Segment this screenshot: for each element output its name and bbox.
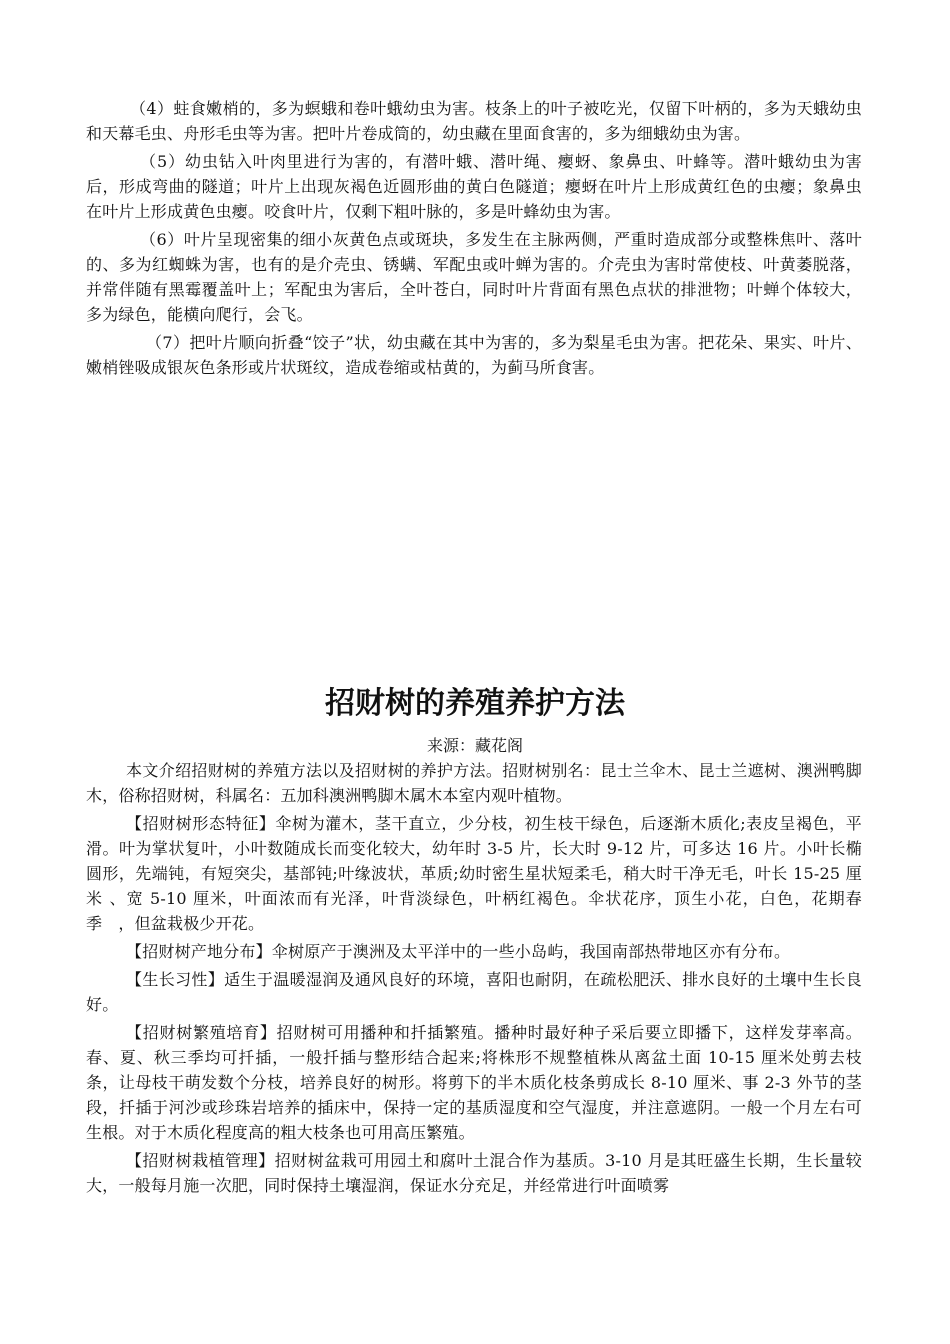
paragraph-habit: 【生长习性】适生于温暖湿润及通风良好的环境，喜阳也耐阴，在疏松肥沃、排水良好的土壤中生长良好。 <box>86 970 862 1014</box>
paragraph-distribution: 【招财树产地分布】伞树原产于澳洲及太平洋中的一些小岛屿，我国南部热带地区亦有分布。 <box>126 942 791 961</box>
paragraph-pest-6: （6）叶片呈现密集的细小灰黄色点或斑块，多发生在主脉两侧，严重时造成部分或整株焦叶、落叶的、多为红蜘蛛为害，也有的是介壳虫、锈螨、军配虫或叶蝉为害的。介壳虫为害时常使枝、叶黄萎脱落，并常伴随有黑霉覆盖叶上；军配虫为害后，全叶苍白，同时叶片背面有黑色点状的排泄物；叶蝉个体较大，多为绿色，能横向爬行，会飞。 <box>86 230 862 324</box>
previous-section <box>86 96 862 380</box>
paragraph-pest-4: （4）蛀食嫩梢的，多为螟蛾和卷叶蛾幼虫为害。枝条上的叶子被吃光，仅留下叶柄的，多为天蛾幼虫和天幕毛虫、舟形毛虫等为害。把叶片卷成筒的，幼虫藏在里面食害的，多为细蛾幼虫为害。 <box>86 99 862 143</box>
paragraph-morphology: 【招财树形态特征】伞树为灌木，茎干直立，少分枝，初生枝干绿色，后逐渐木质化;表皮呈褐色，平滑。叶为掌状复叶，小叶数随成长而变化较大，幼年时 3-5 片，长大时 9-12 片，可多达 16 片。小叶长椭圆形，先端钝，有短突尖，基部钝;叶缘波状，革质;幼时密生星状短柔毛，稍大时干净无毛，叶长 15-25 厘米 、宽 5-10 厘米，叶面浓而有光泽，叶背淡绿色，叶柄红褐色。伞状花序，顶生小花，白色，花期春季 ，但盆栽极少开花。 <box>86 814 862 933</box>
paragraph-intro: 本文介绍招财树的养殖方法以及招财树的养护方法。招财树别名：昆士兰伞木、昆士兰遮树、澳洲鸭脚木，俗称招财树，科属名：五加科澳洲鸭脚木属木本室内观叶植物。 <box>86 761 862 805</box>
article-source: 来源：藏花阁 <box>426 736 523 755</box>
paragraph-cultivation: 【招财树栽植管理】招财树盆栽可用园土和腐叶土混合作为基质。3-10 月是其旺盛生长期，生长量较大，一般每月施一次肥，同时保持土壤湿润，保证水分充足，并经常进行叶面喷雾 <box>86 1151 862 1195</box>
paragraph-pest-5: （5）幼虫钻入叶肉里进行为害的，有潜叶蛾、潜叶绳、瘿蚜、象鼻虫、叶蜂等。潜叶蛾幼虫为害后，形成弯曲的隧道；叶片上出现灰褐色近圆形曲的黄白色隧道；瘿蚜在叶片上形成黄红色的虫瘿；象鼻虫在叶片上形成黄色虫瘿。咬食叶片，仅剩下粗叶脉的，多是叶蜂幼虫为害。 <box>86 152 862 221</box>
article-body <box>86 758 862 1198</box>
paragraph-pest-7: （7）把叶片顺向折叠“饺子”状，幼虫藏在其中为害的，多为梨星毛虫为害。把花朵、果实、叶片、嫩梢锉吸成银灰色条形或片状斑纹，造成卷缩或枯黄的，为蓟马所食害。 <box>86 333 862 377</box>
article-title: 招财树的养殖养护方法 <box>325 686 625 722</box>
paragraph-propagation: 【招财树繁殖培育】招财树可用播种和扦插繁殖。播种时最好种子采后要立即播下，这样发芽率高。春、夏、秋三季均可扦插，一般扦插与整形结合起来;将株形不规整植株从离盆土面 10-15 厘米处剪去枝条，让母枝干萌发数个分枝，培养良好的树形。将剪下的半木质化枝条剪成长 8-10 厘米、事 2-3 外节的茎段，扦插于河沙或珍珠岩培养的插床中，保持一定的基质湿度和空气湿度，并注意遮阴。一般一个月左右可生根。对于木质化程度高的粗大枝条也可用高压繁殖。 <box>86 1023 862 1142</box>
